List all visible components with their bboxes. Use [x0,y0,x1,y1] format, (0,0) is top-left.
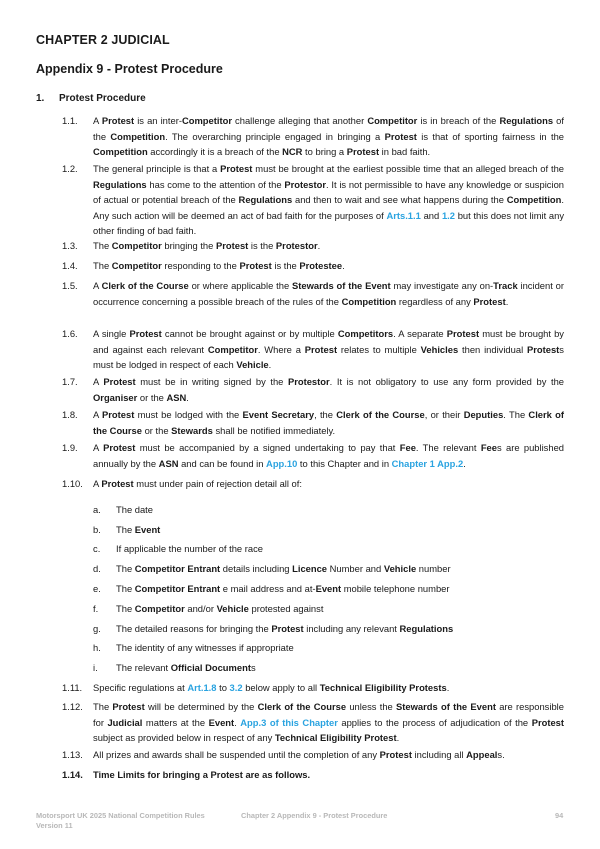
text-run: s are published annually by the [93,442,565,469]
defined-term: Event Secretary [242,409,315,420]
text-run: . [396,732,400,743]
list-letter: e. [93,583,101,594]
text-run: applies to the process of adjudication of the [337,716,532,728]
list-item-e [93,581,450,597]
defined-term: Protestor [287,376,330,387]
list-item-c [93,541,263,557]
cross-reference-link[interactable]: Arts.1.1 [386,209,421,221]
text-run: , or their [424,409,464,420]
text-run: . [446,682,450,693]
defined-term: Competitor [111,260,162,271]
text-run: . [463,457,466,469]
defined-term: Vehicle [383,563,417,574]
defined-term: Vehicles [420,343,459,355]
defined-term: Protest [531,716,564,728]
defined-term: Event [134,524,161,535]
clause-text [93,680,564,696]
defined-term: Protest [101,115,135,126]
text-run: or the [141,424,172,436]
list-letter: b. [93,524,101,535]
clause-text [93,767,564,783]
defined-term: Stewards of the Event [292,280,391,291]
text-run: A [93,478,102,489]
text-run: The identity of any witnesses if appropriate [116,642,294,653]
text-run: and/or [184,603,217,614]
defined-term: Licence [292,563,328,574]
text-run: The [116,603,135,614]
text-run: unless the [346,701,397,712]
text-run: of the [93,115,565,142]
clause-text [93,747,564,763]
defined-term: Track [493,280,518,291]
text-run: must be lodged with the [134,409,243,420]
clause-text [93,161,564,239]
defined-term: Protest [112,701,145,712]
text-run: . [234,716,241,728]
clause-1-7 [62,374,564,405]
list-text [116,621,453,637]
list-letter: i. [93,662,98,673]
clause-1-4 [62,258,564,274]
text-run: The detailed reasons for bringing the [116,623,272,634]
clause-1-5 [62,278,564,309]
defined-term: Protest [379,749,412,760]
clause-number: 1.4. [62,260,78,271]
text-run: If applicable the number of the race [116,543,263,554]
clause-1-9 [62,440,564,471]
section-heading [36,93,146,104]
defined-term: Stewards of the Event [396,701,496,712]
defined-term: Clerk of the Course [93,409,564,436]
list-item-g [93,621,453,637]
list-letter: d. [93,563,101,574]
list-letter: g. [93,623,101,634]
text-run: The date [116,504,154,515]
defined-term: Protest [101,478,134,489]
defined-term: Competitor [111,240,162,251]
text-run: is the [271,260,300,271]
text-run: . It is not permissible to have any knowledge or suspicion of actual or potential breach of the [93,178,564,205]
text-run: regardless of any [396,295,474,307]
defined-term: Protestor [275,240,318,251]
clause-number: 1.10. [62,478,83,489]
text-run: . Any such action will be deemed an act of bad faith for the purposes of [93,194,564,221]
clause-1-13 [62,747,564,763]
text-run: . [342,260,345,271]
text-run: The [116,563,135,574]
text-run: A [93,442,104,453]
text-run: The general principle is that a [93,163,221,174]
defined-term: Vehicle [236,359,269,370]
text-run: cannot be brought against or by multiple [161,328,338,339]
section-number: 1. [36,93,45,104]
clause-text [93,278,564,309]
defined-term: Protest [215,240,249,251]
list-letter: h. [93,642,101,653]
text-run: A [93,376,104,387]
text-run: incident or occurrence concerning a possible breach of the rules of the [93,280,564,307]
text-run: . The relevant [415,442,481,453]
list-letter: c. [93,543,101,554]
footer-publication [36,811,205,831]
defined-term: Protest [446,328,480,339]
text-run: . It is not obligatory to use any form provided by the [329,376,564,387]
defined-term: Time Limits for bringing a Protest are as follows. [93,769,311,780]
defined-term: Competitor Entrant [134,563,221,574]
defined-term: Competitor [134,603,185,614]
clause-number: 1.13. [62,749,83,760]
defined-term: Fee [480,442,497,453]
clause-text [93,407,564,438]
defined-term: Protest [239,260,272,271]
clause-text [93,326,564,373]
defined-term: Competitor [207,343,258,355]
text-run: challenge alleging that another [231,115,368,126]
list-letter: f. [93,603,99,614]
list-text [116,660,256,676]
defined-term: Protestor [284,178,327,190]
footer-chapter-ref: Chapter 2 Appendix 9 - Protest Procedure [241,811,388,820]
defined-term: Clerk of the Course [336,409,425,420]
defined-term: Official Document [170,662,251,673]
list-text [116,541,263,557]
defined-term: Protest [220,163,253,174]
text-run: must be in writing signed by the [135,376,288,387]
cross-reference-link[interactable]: App.3 of this Chapter [240,716,338,728]
clause-1-11 [62,680,564,696]
list-letter: a. [93,504,101,515]
clause-number: 1.5. [62,280,78,291]
list-item-a [93,502,153,518]
defined-term: Competitor Entrant [134,583,221,594]
clause-number: 1.1. [62,115,78,126]
defined-term: Clerk of the Course [101,280,189,291]
text-run: . The [503,409,529,420]
footer-version: Version 11 [36,821,73,830]
clause-number: 1.2. [62,163,78,174]
clause-number: 1.7. [62,376,78,387]
list-text [116,581,450,597]
text-run: All prizes and awards shall be suspended until the completion of any [93,749,380,760]
cross-reference-link[interactable]: Art.1.8 [187,682,217,693]
clause-number: 1.9. [62,442,78,453]
text-run: must under pain of rejection detail all of: [133,478,302,489]
clause-number: 1.8. [62,409,78,420]
defined-term: Event [208,716,235,728]
text-run: s [250,662,256,673]
clause-number: 1.3. [62,240,78,251]
list-item-d [93,561,451,577]
list-item-f [93,601,323,617]
clause-number: 1.12. [62,701,83,712]
text-run: A single [93,328,130,339]
text-run: protested against [248,603,324,614]
text-run: to [216,682,230,693]
text-run: details including [220,563,293,574]
text-run: must be brought by and against each relevant [93,328,564,355]
list-item-b [93,522,160,538]
text-run: s. [497,749,505,760]
defined-term: Fee [399,442,416,453]
list-text [116,640,294,656]
text-run: , the [314,409,337,420]
text-run: and can be found in [178,457,267,469]
clause-text [93,374,564,405]
text-run: must be brought at the earliest possible time that an alleged breach of the [252,163,564,174]
cross-reference-link[interactable]: 3.2 [229,682,243,693]
text-run: mobile telephone number [341,583,450,594]
defined-term: Protest [384,130,417,142]
list-text [116,561,451,577]
appendix-title: Appendix 9 - Protest Procedure [36,62,223,76]
chapter-title: CHAPTER 2 JUDICIAL [36,33,170,47]
defined-term: Technical Eligibility Protests [319,682,447,693]
text-run: bringing the [161,240,216,251]
clause-1-12 [62,699,564,746]
section-title: Protest Procedure [59,93,146,104]
text-run: matters at the [142,716,209,728]
text-run: The [116,583,135,594]
text-run: will be determined by the [144,701,258,712]
text-run: The relevant [116,662,171,673]
text-run: or where applicable the [188,280,293,291]
text-run: A [93,115,102,126]
text-run: number [416,563,451,574]
defined-term: Regulations [238,194,293,205]
clause-1-2 [62,161,564,239]
clause-1-3 [62,238,564,254]
text-run: relates to multiple [337,343,421,355]
defined-term: Protest [103,376,136,387]
text-run: or the [137,391,167,403]
clause-text [93,258,564,274]
defined-term: Appeal [466,749,498,760]
defined-term: Protest [102,409,135,420]
text-run: responding to the [161,260,240,271]
text-run: . Where a [257,343,305,355]
text-run: A [93,280,102,291]
text-run: accordingly it is a breach of the [147,146,283,157]
defined-term: Competition [506,194,562,205]
text-run: A [93,409,103,420]
text-run: is the [248,240,276,251]
text-run: . The overarching principle engaged in bringing a [165,130,385,142]
defined-term: Protestee [299,260,343,271]
clause-1-6 [62,326,564,373]
defined-term: Regulations [499,115,554,126]
text-run: but this does not limit any other finding of bad faith. [93,209,565,236]
text-run: . [186,391,189,403]
defined-term: Deputies [463,409,504,420]
text-run: . [317,240,321,251]
defined-term: Vehicle [216,603,249,614]
defined-term: NCR [282,146,303,157]
text-run: including all [411,749,467,760]
defined-term: Protest [473,295,506,307]
text-run: shall be notified immediately. [212,424,336,436]
text-run: including any relevant [303,623,400,634]
defined-term: Competitor [367,115,418,126]
text-run: to bring a [302,146,347,157]
clause-text [93,238,564,254]
clause-text [93,476,564,492]
clause-text [93,113,564,160]
text-run: e mail address and at- [220,583,316,594]
list-item-h [93,640,294,656]
defined-term: Regulations [93,178,147,190]
text-run: is in breach of the [417,115,500,126]
defined-term: ASN [166,391,187,403]
text-run: . [505,295,509,307]
clause-1-10 [62,476,564,492]
text-run: Specific regulations at [93,682,188,693]
text-run: The [93,240,112,251]
text-run: Number and [327,563,384,574]
text-run: may investigate any on- [390,280,494,291]
defined-term: Competition [110,130,166,142]
defined-term: Competition [341,295,397,307]
defined-term: Protest [346,146,380,157]
defined-term: Protest [129,328,162,339]
defined-term: Event [315,583,342,594]
text-run: . [268,359,272,370]
footer-page-number: 94 [555,811,564,820]
text-run: must be accompanied by a signed undertaking to pay that [135,442,400,453]
list-text [116,522,160,538]
clause-1-8 [62,407,564,438]
clause-text [93,440,564,471]
defined-term: Protest [103,442,136,453]
defined-term: Protest [304,343,338,355]
defined-term: Organiser [93,391,138,403]
text-run: . A separate [393,328,447,339]
list-item-i [93,660,256,676]
clause-number: 1.6. [62,328,78,339]
cross-reference-link[interactable]: Chapter 1 App.2 [391,457,464,469]
text-run: in bad faith. [379,146,431,157]
defined-term: Judicial [107,716,143,728]
cross-reference-link[interactable]: 1.2 [441,209,455,221]
defined-term: Competitor [181,115,232,126]
text-run: The [93,701,113,712]
defined-term: Clerk of the Course [257,701,347,712]
clause-1-1 [62,113,564,160]
defined-term: Regulations [399,623,454,634]
defined-term: ASN [158,457,179,469]
defined-term: Stewards [171,424,213,436]
clause-1-14 [62,767,564,783]
list-text [116,502,153,518]
defined-term: Competitors [337,328,394,339]
text-run: to this Chapter and in [297,457,392,469]
clause-text [93,699,564,746]
footer-publication-title: Motorsport UK 2025 National Competition Rules [36,811,205,820]
text-run: The [93,260,112,271]
defined-term: Competition [93,146,148,157]
list-text [116,601,323,617]
text-run: s must be lodged in respect of each [93,343,564,370]
text-run: The [116,524,135,535]
text-run: is an inter- [134,115,182,126]
text-run: and then to wait and see what happens during the [292,194,507,205]
text-run: below apply to all [242,682,320,693]
text-run: are responsible for [93,701,564,728]
defined-term: Protest [526,343,560,355]
defined-term: Protest [271,623,304,634]
text-run: subject as provided below in respect of any [93,732,275,743]
defined-term: Technical Eligibility Protest [274,732,397,743]
text-run: and [420,209,442,221]
cross-reference-link[interactable]: App.10 [266,457,298,469]
text-run: then individual [458,343,527,355]
text-run: has come to the attention of the [146,178,285,190]
clause-number: 1.11. [62,682,83,693]
text-run: is that of sporting fairness in the [416,130,565,142]
clause-number: 1.14. [62,769,83,780]
